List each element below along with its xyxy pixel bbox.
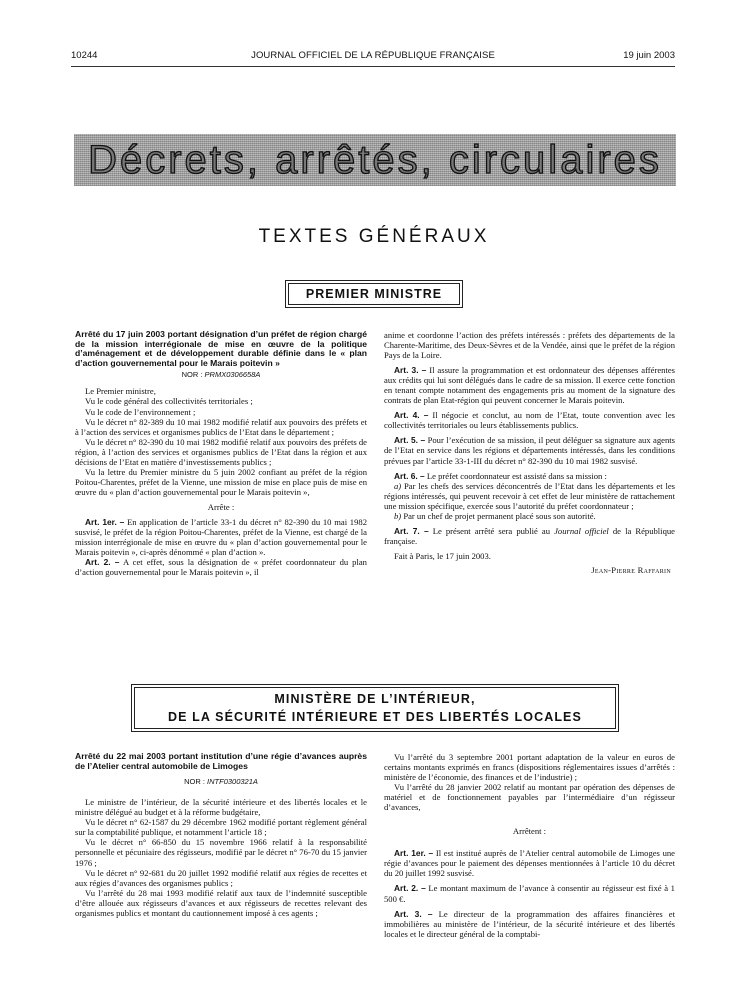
decree1-para: Vu le décret n° 82-390 du 10 mai 1982 modifié relatif aux pouvoirs des préfets de région, à l’action des services et organismes publics de l’Etat dans la région et aux décisions de l’Etat en matière d’investissements publics ; xyxy=(75,436,367,467)
decree1-article-5: Art. 5. – Pour l’exécution de sa mission, il peut déléguer sa signature aux agents de l’Etat en service dans les régions et départements intéressés, dans les conditions prévues par l’article 33-1-III du décret n° 82-390 du 10 mai 1982 susvisé. xyxy=(384,435,675,466)
running-header xyxy=(71,50,675,64)
decree1-para: Le Premier ministre, xyxy=(85,386,156,397)
decree1-signature: Jean-Pierre Raffarin xyxy=(591,564,671,575)
decree1-para: Vu la lettre du Premier ministre du 5 juin 2002 confiant au préfet de la région Poitou-Charentes, préfet de la Vienne, une mission de mise en place puis de mise en œuvre du « plan d’action gouvernemental pour le Marais poitevin », xyxy=(75,466,367,497)
decree1-arrete: Arrête : xyxy=(207,501,235,512)
decree1-article-6a: a) Par les chefs des services déconcentrés de l’Etat dans les départements et les régions intéressés, qui peuvent recevoir à cet effet de leur ministère de rattachement une mission spécifique, exercée sous l’autorité du préfet coordonnateur ; xyxy=(384,480,675,511)
decree1-done: Fait à Paris, le 17 juin 2003. xyxy=(394,550,491,561)
decree1-title: Arrêté du 17 juin 2003 portant désignation d’un préfet de région chargé de la mission interrégionale de mise en œuvre de la politique d’aménagement et de développement durable définie dans le « plan d’action gouvernemental pour le Marais poitevin » xyxy=(75,329,367,368)
decree2-article-1: Art. 1er. – Il est institué auprès de l’Atelier central automobile de Limoges une régie d’avances pour le paiement des dépenses mentionnées à l’article 10 du décret du 20 juillet 1992 susvisé. xyxy=(384,848,675,879)
decree2-left-column xyxy=(75,752,367,918)
ministry-name: PREMIER MINISTRE xyxy=(305,287,443,301)
decree1-para: Vu le code général des collectivités territoriales ; xyxy=(85,396,253,407)
decree2-para: Le ministre de l’intérieur, de la sécurité intérieure et des libertés locales et le ministre délégué au budget et à la réforme budgétaire, xyxy=(75,797,367,818)
decree1-left-column xyxy=(75,330,367,577)
decree2-right-column xyxy=(384,752,675,939)
ministry-box-interieur xyxy=(131,684,619,732)
decree2-para: Vu l’arrêté du 28 mai 1993 modifié relatif aux taux de l’indemnité susceptible d’être allouée aux régisseurs d’avances et aux régisseurs de recettes relevant des organismes publics et montant du cautionnement imposé à ces agents ; xyxy=(75,887,367,918)
journal-title: JOURNAL OFFICIEL DE LA RÉPUBLIQUE FRANÇAISE xyxy=(251,50,495,61)
decree1-right-column xyxy=(384,330,675,575)
decree1-article-2-cont: anime et coordonne l’action des préfets intéressés : préfets des départements de la Charente-Maritime, des Deux-Sèvres et de la Vendée, ainsi que le préfet de la région Pays de la Loire. xyxy=(384,330,675,361)
ministry-box-premier-ministre xyxy=(285,280,463,308)
decree2-article-2: Art. 2. – Le montant maximum de l’avance à consentir au régisseur est fixé à 1 500 €. xyxy=(384,883,675,904)
decree1-article-6b: b) Par un chef de projet permanent placé sous son autorité. xyxy=(394,510,596,521)
decree1-nor: NOR : PRMX0306658A xyxy=(181,370,261,380)
ministry-line-1: MINISTÈRE DE L’INTÉRIEUR, xyxy=(274,692,476,706)
decree1-article-1: Art. 1er. – En application de l’article 33-1 du décret n° 82-390 du 10 mai 1982 susvisé, le préfet de la région Poitou-Charentes, préfet de la Vienne, est chargé de la mission interrégionale de mise en œuvre du « plan d’action gouvernemental pour le Marais poitevin », ci-après dénommé « plan d’action ». xyxy=(75,516,367,558)
decree1-article-7: Art. 7. – Le présent arrêté sera publié au Journal officiel de la République française. xyxy=(384,525,675,546)
decree2-para: Vu le décret n° 62-1587 du 29 décembre 1962 modifié portant règlement général sur la comptabilité publique, et notamment l’article 18 ; xyxy=(75,817,367,838)
header-rule xyxy=(71,66,675,67)
decree1-article-6: Art. 6. – Le préfet coordonnateur est assisté dans sa mission : xyxy=(394,470,607,481)
decree1-para: Vu le décret n° 82-389 du 10 mai 1982 modifié relatif aux pouvoirs des préfets et à l’action des services et organismes publics de l’Etat dans le département ; xyxy=(75,416,367,437)
decree1-article-3: Art. 3. – Il assure la programmation et est ordonnateur des dépenses afférentes aux crédits qui lui sont délégués dans le cadre de sa mission. Il exerce cette fonction en tenant compte notamment des engagements pris au moment de la signature des contrats de plan Etat-région qui peuvent concerner le Marais poitevin. xyxy=(384,365,675,406)
decree1-para: Vu le code de l’environnement ; xyxy=(85,406,196,417)
decree2-para: Vu l’arrêté du 28 janvier 2002 relatif au montant par opération des dépenses de matériel et de fonctionnement payables par l’intermédiaire d’un régisseur d’avances, xyxy=(384,782,675,813)
banner-title: Décrets, arrêtés, circulaires xyxy=(88,138,662,182)
decree2-article-3: Art. 3. – Le directeur de la programmation des affaires financières et immobilières au ministère de l’intérieur, de la sécurité intérieure et des libertés locales et le directeur général de la comptabi- xyxy=(384,908,675,939)
page-number: 10244 xyxy=(71,50,98,61)
decree2-para: Vu le décret n° 92-681 du 20 juillet 1992 modifié relatif aux régies de recettes et aux régies d’avances des organismes publics ; xyxy=(75,867,367,888)
decree2-para: Vu le décret n° 66-850 du 15 novembre 1966 relatif à la responsabilité personnelle et pécuniaire des régisseurs, modifié par le décret n° 76-70 du 15 janvier 1976 ; xyxy=(75,837,367,868)
section-banner xyxy=(74,134,676,186)
decree1-article-2: Art. 2. – A cet effet, sous la désignation de « préfet coordonnateur du plan d’action gouvernemental pour le Marais poitevin », il xyxy=(75,557,367,578)
decree2-arretent: Arrêtent : xyxy=(512,826,547,837)
decree2-para: Vu l’arrêté du 3 septembre 2001 portant adaptation de la valeur en euros de certains montants exprimés en francs (dispositions réglementaires issues d’arrêtés : ministère de l’économie, des finances et de l’industrie) ; xyxy=(384,752,675,783)
section-title: TEXTES GÉNÉRAUX xyxy=(258,226,490,247)
issue-date: 19 juin 2003 xyxy=(623,50,675,61)
decree1-article-4: Art. 4. – Il négocie et conclut, au nom de l’Etat, toute convention avec les collectivités territoriales ou leurs établissements publics. xyxy=(384,410,675,431)
ministry-line-2: DE LA SÉCURITÉ INTÉRIEURE ET DES LIBERTÉS LOCALES xyxy=(168,710,582,724)
decree2-title: Arrêté du 22 mai 2003 portant institution d’une régie d’avances auprès de l’Atelier central automobile de Limoges xyxy=(75,751,367,771)
decree2-nor: NOR : INTF0300321A xyxy=(184,777,258,787)
